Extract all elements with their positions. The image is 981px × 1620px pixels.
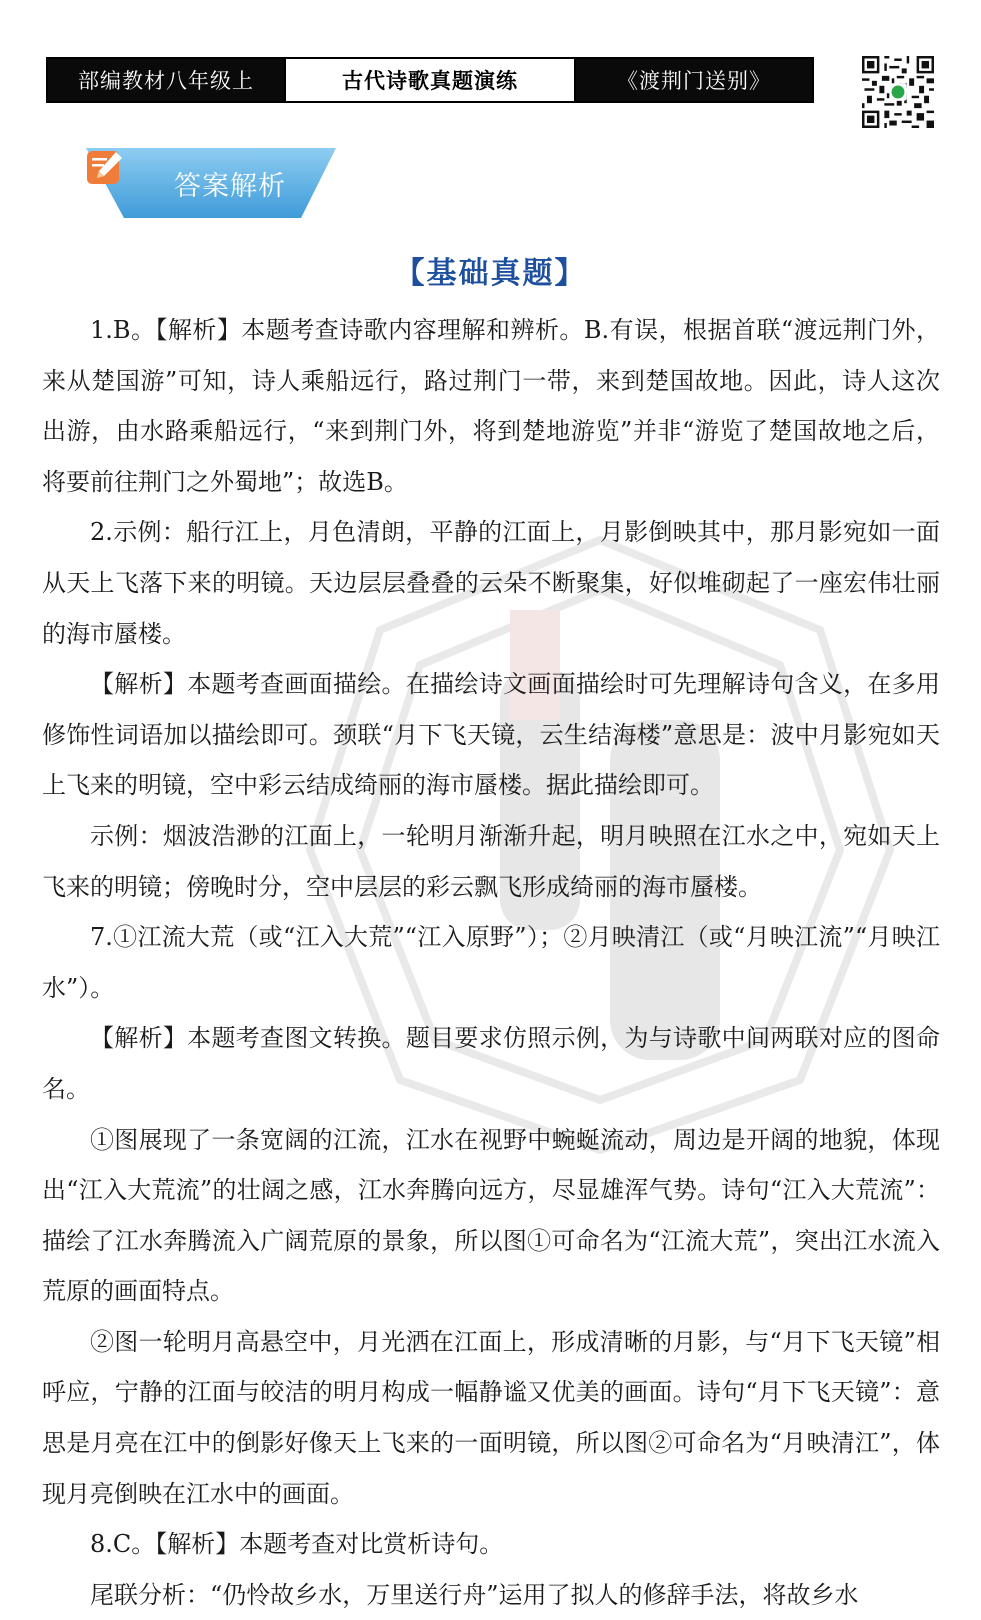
paragraph-q7-answer: 7.①江流大荒（或“江入大荒”“江入原野”）；②月映清江（或“月映江流”“月映江水”）。 (42, 923, 940, 1002)
paragraph-q8-analysis: 尾联分析：“仍怜故乡水，万里送行舟”运用了拟人的修辞手法，将故乡水 (90, 1580, 859, 1609)
header-bar (46, 57, 814, 103)
answer-content (42, 305, 940, 1620)
section-title: 【基础真题】 (394, 256, 587, 291)
header-poem-title: 《渡荆门送别》 (576, 59, 812, 101)
banner-label: 答案解析 (174, 171, 286, 202)
qr-code-icon[interactable] (862, 56, 934, 128)
paragraph-q2-example-2: 示例：烟波浩渺的江面上，一轮明月渐渐升起，明月映照在江水之中，宛如天上飞来的明镜；傍晚时分，空中层层的彩云飘飞形成绮丽的海市蜃楼。 (42, 821, 940, 901)
paragraph-q7-figure-1: ①图展现了一条宽阔的江流，江水在视野中蜿蜒流动，周边是开阔的地貌，体现出“江入大荒流”的壮阔之感，江水奔腾向远方，尽显雄浑气势。诗句“江入大荒流”：描绘了江水奔腾流入广阔荒原的景象，所以图①可命名为“江流大荒”，突出江水流入荒原的画面特点。 (42, 1125, 940, 1306)
pencil-note-icon (86, 148, 124, 186)
header-grade-label: 部编教材八年级上 (48, 59, 284, 101)
paragraph-q7-figure-2: ②图一轮明月高悬空中，月光洒在江面上，形成清晰的月影，与“月下飞天镜”相呼应，宁静的江面与皎洁的明月构成一幅静谧又优美的画面。诗句“月下飞天镜”：意思是月亮在江中的倒影好像天上飞来的一面明镜，所以图②可命名为“月映清江”，体现月亮倒映在江水中的画面。 (42, 1327, 940, 1508)
paragraph-q1-answer: 1.B。【解析】本题考查诗歌内容理解和辨析。B.有误，根据首联“渡远荆门外，来从楚国游”可知，诗人乘船远行，路过荆门一带，来到楚国故地。因此，诗人这次出游，由水路乘船远行，“来到荆门外，将到楚地游览”并非“游览了楚国故地之后，将要前往荆门之外蜀地”；故选B。 (42, 316, 940, 496)
header-topic-label: 古代诗歌真题演练 (284, 59, 576, 101)
paragraph-q7-analysis: 【解析】本题考查图文转换。题目要求仿照示例，为与诗歌中间两联对应的图命名。 (42, 1024, 940, 1103)
answer-analysis-banner (86, 148, 336, 218)
paragraph-q2-example: 2.示例：船行江上，月色清朗，平静的江面上，月影倒映其中，那月影宛如一面从天上飞落下来的明镜。天边层层叠叠的云朵不断聚集，好似堆砌起了一座宏伟壮丽的海市蜃楼。 (42, 518, 940, 648)
paragraph-q8-answer: 8.C。【解析】本题考查对比赏析诗句。 (90, 1530, 504, 1559)
paragraph-q2-analysis: 【解析】本题考查画面描绘。在描绘诗文画面描绘时可先理解诗句含义，在多用修饰性词语加以描绘即可。颈联“月下飞天镜，云生结海楼”意思是：波中月影宛如天上飞来的明镜，空中彩云结成绮丽的海市蜃楼。据此描绘即可。 (42, 670, 940, 800)
